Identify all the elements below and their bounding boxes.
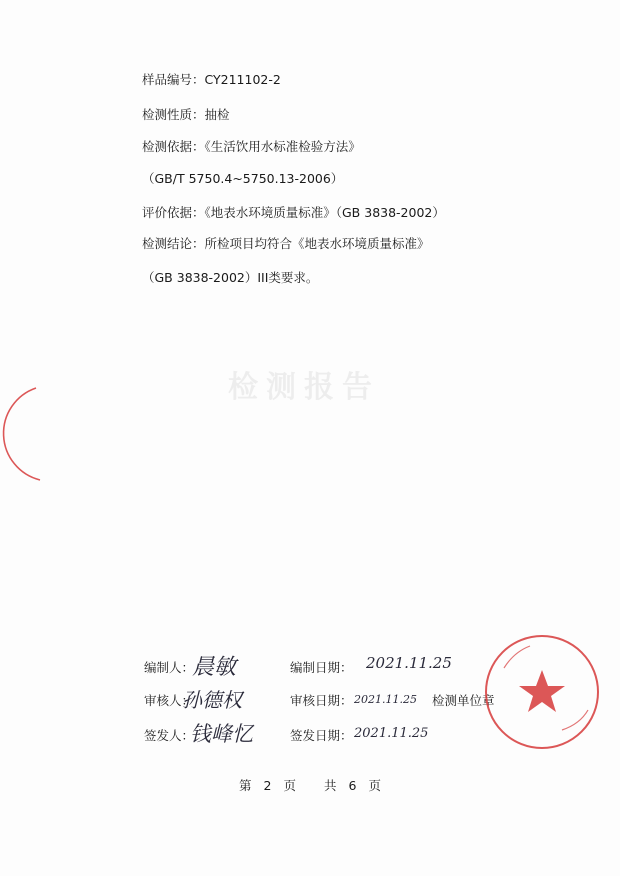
issuer-label: 签发人：: [144, 728, 195, 743]
issue-date: 2021.11.25: [354, 726, 429, 741]
compiler-signature: 晨敏: [192, 655, 237, 680]
reviewer-label: 审核人：: [144, 693, 195, 708]
page-total-prefix: 共: [323, 778, 337, 793]
conclusion-line-2: （GB 3838-2002）III类要求。: [142, 270, 319, 285]
compiler-label: 编制人：: [144, 660, 195, 675]
issuer-signature: 钱峰忆: [190, 722, 253, 746]
bleed-through-title: 检测报告: [228, 370, 380, 405]
compile-date-label: 编制日期：: [290, 660, 353, 675]
page-footer: [0, 776, 620, 794]
evaluation-basis: 评价依据：《地表水环境质量标准》（GB 3838-2002）: [142, 205, 445, 220]
page-total: 6: [348, 778, 357, 793]
reviewer-signature: 孙德权: [182, 688, 242, 712]
sample-number: 样品编号：CY211102-2: [142, 72, 281, 87]
official-seal-stamp: [470, 632, 620, 752]
compile-date: 2021.11.25: [366, 654, 452, 672]
review-date-label: 审核日期：: [290, 693, 353, 708]
page-current: 2: [263, 778, 272, 793]
edge-seal-arc: [0, 380, 60, 490]
page-mid: 页: [283, 778, 296, 793]
seal-label: 检测单位章: [432, 693, 495, 708]
conclusion-line-1: 检测结论：所检项目均符合《地表水环境质量标准》: [142, 236, 430, 251]
test-basis: 检测依据：《生活饮用水标准检验方法》: [142, 139, 361, 154]
page-suffix: 页: [368, 778, 381, 793]
test-nature: 检测性质：抽检: [142, 107, 230, 122]
page-prefix: 第: [239, 778, 252, 793]
review-date: 2021.11.25: [354, 693, 417, 706]
test-basis-standard: （GB/T 5750.4~5750.13-2006）: [142, 171, 344, 186]
issue-date-label: 签发日期：: [290, 728, 353, 743]
